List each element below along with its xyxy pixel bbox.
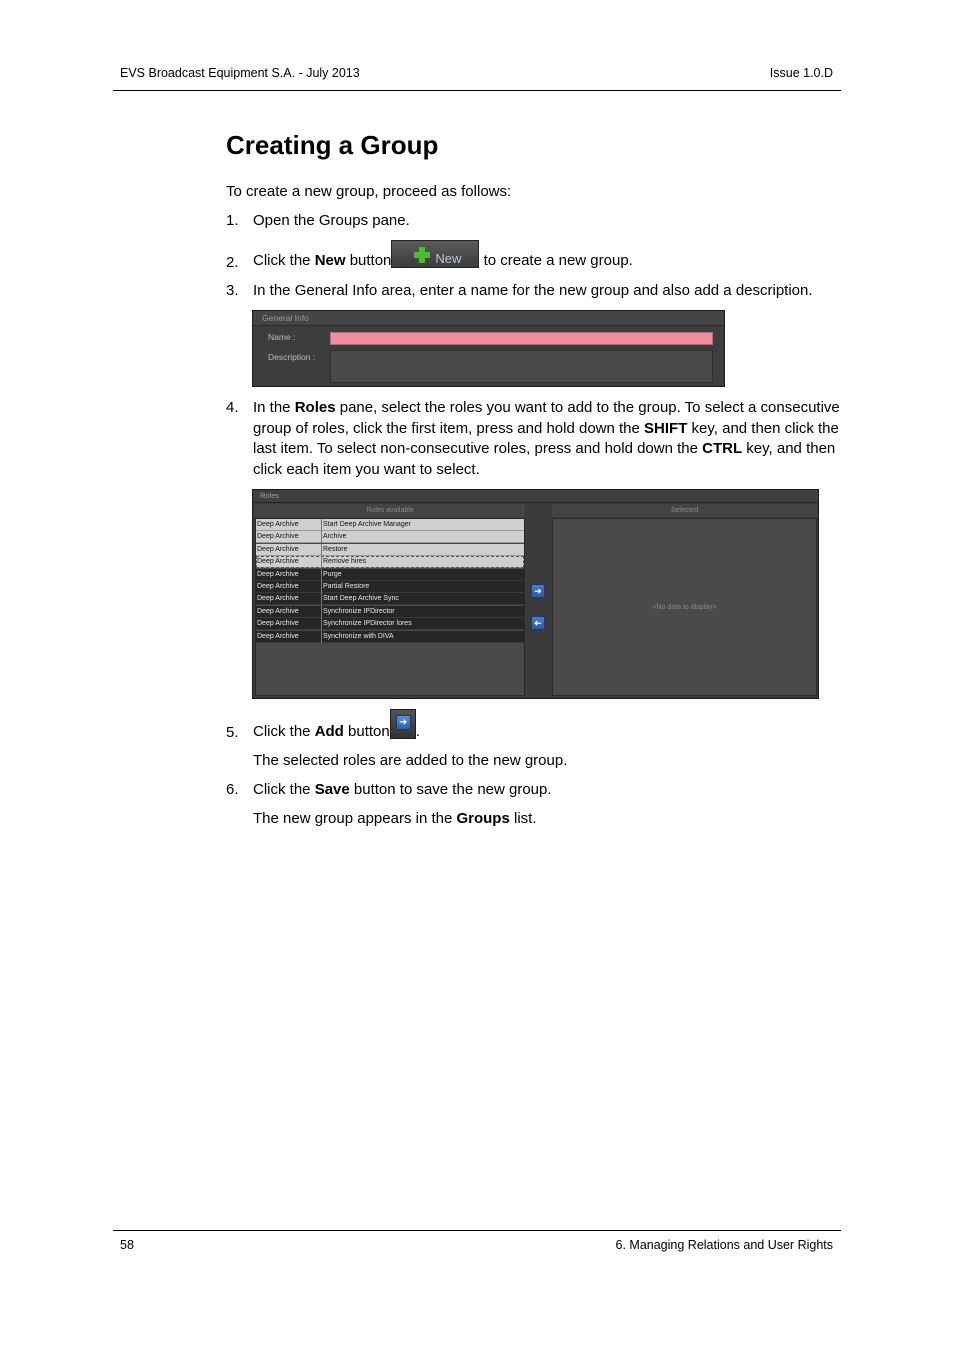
column-divider (321, 519, 322, 531)
role-category: Deep Archive (257, 545, 299, 553)
column-divider (321, 531, 322, 543)
role-category: Deep Archive (257, 632, 299, 640)
arrow-left-icon: ➜ (534, 618, 542, 628)
role-category: Deep Archive (257, 595, 299, 603)
intro-text: To create a new group, proceed as follows: (226, 183, 512, 200)
role-row[interactable] (256, 593, 524, 605)
step-2-text: Click the New button New to create a new group. (253, 240, 843, 274)
role-row[interactable] (256, 606, 524, 618)
new-button[interactable]: New (391, 240, 479, 268)
column-divider (321, 593, 322, 605)
roles-available-list[interactable] (255, 518, 525, 696)
no-data-text: <No data to display> (652, 604, 717, 611)
step-2-number: 2. (226, 254, 239, 271)
header-left: EVS Broadcast Equipment S.A. - July 2013 (120, 66, 360, 80)
roles-transfer-bar (526, 518, 550, 696)
roles-panel (252, 489, 819, 699)
chapter-title: 6. Managing Relations and User Rights (615, 1238, 833, 1252)
column-divider (321, 631, 322, 643)
step-6-result: The new group appears in the Groups list. (253, 810, 537, 827)
role-category: Deep Archive (257, 558, 299, 566)
role-row[interactable] (256, 569, 524, 581)
role-name: Remove hires (323, 558, 367, 566)
step-1-text: Open the Groups pane. (253, 212, 410, 229)
column-divider (321, 544, 322, 556)
role-category: Deep Archive (257, 607, 299, 615)
add-button[interactable] (390, 709, 416, 739)
column-divider (321, 556, 322, 568)
role-category: Deep Archive (257, 570, 299, 578)
role-name: Synchronize IPDirector lores (323, 620, 412, 628)
roles-selected-header: Selected (552, 504, 817, 517)
page-title: Creating a Group (226, 130, 439, 160)
role-category: Deep Archive (257, 521, 299, 528)
description-label: Description : (268, 352, 316, 362)
general-info-title: General Info (253, 311, 724, 326)
role-name: Synchronize with DIVA (323, 632, 394, 640)
role-name: Start Deep Archive Sync (323, 595, 399, 603)
column-divider (321, 569, 322, 581)
header-rule (113, 90, 841, 91)
role-row[interactable] (256, 556, 524, 568)
remove-role-button[interactable] (531, 616, 545, 630)
role-category: Deep Archive (257, 583, 299, 590)
step-5-result: The selected roles are added to the new group. (253, 752, 568, 769)
plus-icon (414, 247, 430, 263)
role-row[interactable] (256, 631, 524, 643)
column-divider (321, 606, 322, 618)
description-field[interactable] (330, 350, 713, 383)
step-3-text: In the General Info area, enter a name for the new group and also add a description. (253, 282, 813, 299)
step-1-number: 1. (226, 212, 239, 229)
role-name: Restore (323, 545, 348, 553)
column-divider (321, 618, 322, 630)
step-3-number: 3. (226, 282, 239, 299)
step-5-number: 5. (226, 724, 239, 741)
arrow-right-icon: ➜ (396, 715, 411, 730)
role-row[interactable] (256, 531, 524, 543)
roles-selected-list[interactable] (552, 518, 817, 696)
name-field[interactable] (330, 332, 713, 345)
step-5-text: Click the Add button ➜ . (253, 709, 843, 746)
roles-title: Roles (253, 490, 818, 503)
name-label: Name : (268, 332, 296, 342)
page-number: 58 (120, 1238, 134, 1252)
general-info-panel (252, 310, 725, 387)
role-category: Deep Archive (257, 620, 299, 628)
role-name: Archive (323, 533, 347, 541)
role-row[interactable] (256, 544, 524, 556)
step-6-number: 6. (226, 781, 239, 798)
add-role-button[interactable] (531, 584, 545, 598)
step-4-text: In the Roles pane, select the roles you want to add to the group. To select a consecutive group of roles, click the first item, press and hold down the SHIFT key, and then click the last item. To select non-consecutive roles, press and hold down the CTRL key, and then click each item you want to select. (253, 399, 840, 478)
role-row[interactable] (256, 581, 524, 593)
role-name: Start Deep Archive Manager (323, 521, 411, 528)
step-4-number: 4. (226, 399, 239, 416)
role-name: Purge (323, 570, 342, 578)
role-row[interactable] (256, 618, 524, 630)
arrow-right-icon: ➜ (534, 586, 542, 596)
role-row[interactable] (256, 519, 524, 531)
footer-rule (113, 1230, 841, 1231)
role-category: Deep Archive (257, 533, 299, 541)
header-right: Issue 1.0.D (769, 66, 833, 80)
step-6-text: Click the Save button to save the new group. (253, 781, 552, 798)
roles-available-header: Roles available (255, 504, 525, 517)
role-name: Synchronize IPDirector (323, 607, 395, 615)
column-divider (321, 581, 322, 593)
role-name: Partial Restore (323, 583, 370, 590)
